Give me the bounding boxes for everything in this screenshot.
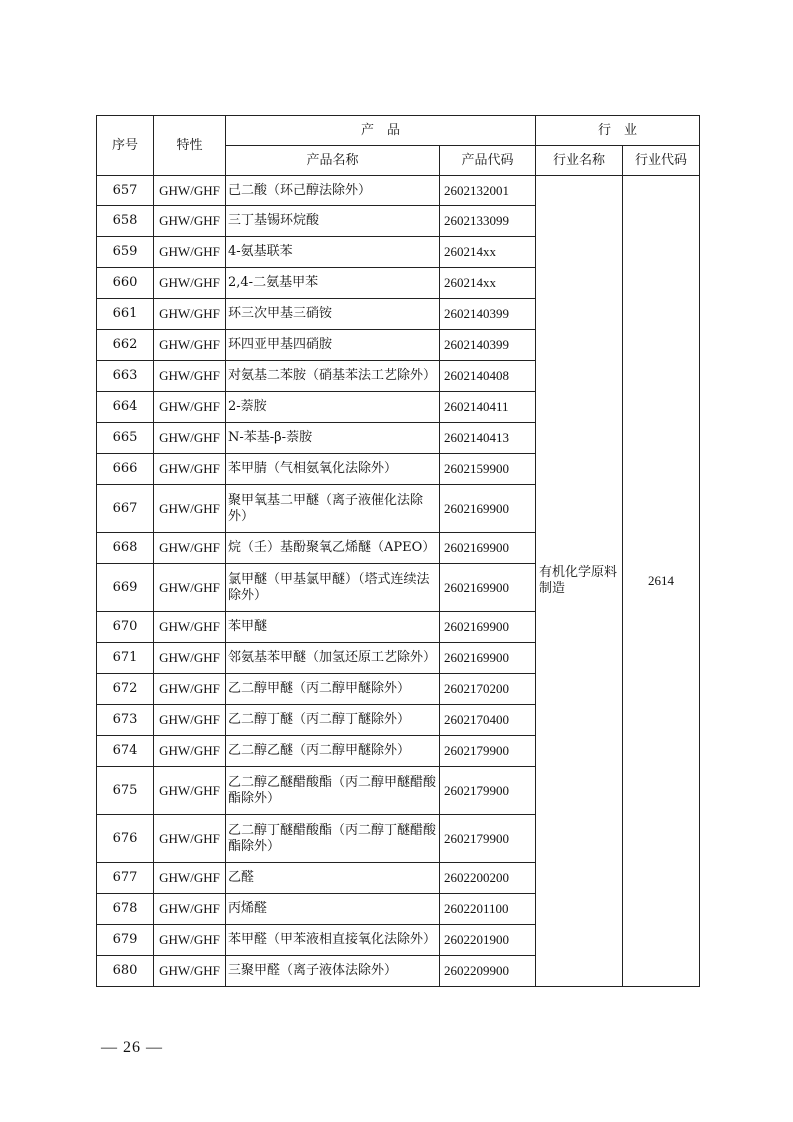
row-seq: 664 <box>97 392 154 423</box>
row-seq: 657 <box>97 176 154 206</box>
row-product-code: 2602140399 <box>440 299 536 330</box>
row-seq: 680 <box>97 956 154 987</box>
row-product-code: 2602179900 <box>440 767 536 815</box>
header-trait: 特性 <box>154 116 226 176</box>
row-seq: 666 <box>97 454 154 485</box>
table-body <box>97 176 700 987</box>
row-trait: GHW/GHF <box>154 392 226 423</box>
row-seq: 676 <box>97 815 154 863</box>
row-product-name: 乙二醇甲醚（丙二醇甲醚除外） <box>226 674 440 705</box>
row-product-code: 2602140408 <box>440 361 536 392</box>
row-seq: 667 <box>97 485 154 533</box>
product-catalog-table <box>96 115 700 987</box>
row-seq: 659 <box>97 237 154 268</box>
row-product-name: 乙二醇乙醚（丙二醇甲醚除外） <box>226 736 440 767</box>
row-product-name: 烷（壬）基酚聚氧乙烯醚（APEO） <box>226 533 440 564</box>
row-seq: 671 <box>97 643 154 674</box>
row-product-name: 环三次甲基三硝铵 <box>226 299 440 330</box>
row-product-code: 2602140413 <box>440 423 536 454</box>
row-trait: GHW/GHF <box>154 925 226 956</box>
row-product-name: 三丁基锡环烷酸 <box>226 206 440 237</box>
row-product-name: 苯甲醚 <box>226 612 440 643</box>
row-product-name: 聚甲氧基二甲醚（离子液催化法除外） <box>226 485 440 533</box>
row-product-name: 氯甲醚（甲基氯甲醚）（塔式连续法除外） <box>226 564 440 612</box>
row-product-code: 2602169900 <box>440 612 536 643</box>
row-product-name: 苯甲醛（甲苯液相直接氧化法除外） <box>226 925 440 956</box>
row-product-code: 2602179900 <box>440 815 536 863</box>
row-product-name: 乙醛 <box>226 863 440 894</box>
industry-code-cell: 2614 <box>623 176 700 987</box>
row-seq: 658 <box>97 206 154 237</box>
row-seq: 672 <box>97 674 154 705</box>
row-seq: 675 <box>97 767 154 815</box>
row-seq: 665 <box>97 423 154 454</box>
row-trait: GHW/GHF <box>154 767 226 815</box>
row-product-code: 2602179900 <box>440 736 536 767</box>
header-product-code: 产品代码 <box>440 146 536 176</box>
row-product-name: 丙烯醛 <box>226 894 440 925</box>
row-trait: GHW/GHF <box>154 736 226 767</box>
header-industry-name: 行业名称 <box>536 146 623 176</box>
row-seq: 678 <box>97 894 154 925</box>
page-number: — 26 — <box>101 1039 163 1056</box>
header-industry: 行 业 <box>536 116 700 146</box>
row-seq: 669 <box>97 564 154 612</box>
row-product-code: 2602132001 <box>440 176 536 206</box>
header-industry-code: 行业代码 <box>623 146 700 176</box>
row-product-code: 2602201100 <box>440 894 536 925</box>
row-trait: GHW/GHF <box>154 330 226 361</box>
header-product-name: 产品名称 <box>226 146 440 176</box>
row-product-code: 2602169900 <box>440 643 536 674</box>
row-product-code: 2602200200 <box>440 863 536 894</box>
row-trait: GHW/GHF <box>154 533 226 564</box>
row-product-name: 乙二醇乙醚醋酸酯（丙二醇甲醚醋酸酯除外） <box>226 767 440 815</box>
row-product-name: 2-萘胺 <box>226 392 440 423</box>
row-product-name: 三聚甲醛（离子液体法除外） <box>226 956 440 987</box>
row-seq: 670 <box>97 612 154 643</box>
row-product-name: 环四亚甲基四硝胺 <box>226 330 440 361</box>
row-trait: GHW/GHF <box>154 361 226 392</box>
row-trait: GHW/GHF <box>154 268 226 299</box>
row-product-name: 对氨基二苯胺（硝基苯法工艺除外） <box>226 361 440 392</box>
row-product-code: 2602209900 <box>440 956 536 987</box>
row-seq: 663 <box>97 361 154 392</box>
row-product-code: 2602170400 <box>440 705 536 736</box>
row-trait: GHW/GHF <box>154 237 226 268</box>
row-product-name: 乙二醇丁醚（丙二醇丁醚除外） <box>226 705 440 736</box>
row-seq: 660 <box>97 268 154 299</box>
row-product-code: 260214xx <box>440 237 536 268</box>
row-trait: GHW/GHF <box>154 894 226 925</box>
row-seq: 674 <box>97 736 154 767</box>
row-product-code: 2602169900 <box>440 564 536 612</box>
row-trait: GHW/GHF <box>154 299 226 330</box>
row-seq: 662 <box>97 330 154 361</box>
row-trait: GHW/GHF <box>154 674 226 705</box>
row-product-name: 乙二醇丁醚醋酸酯（丙二醇丁醚醋酸酯除外） <box>226 815 440 863</box>
row-product-name: 邻氨基苯甲醚（加氢还原工艺除外） <box>226 643 440 674</box>
row-trait: GHW/GHF <box>154 815 226 863</box>
row-trait: GHW/GHF <box>154 454 226 485</box>
header-product: 产 品 <box>226 116 536 146</box>
row-trait: GHW/GHF <box>154 206 226 237</box>
row-product-code: 2602201900 <box>440 925 536 956</box>
row-product-name: 2,4-二氨基甲苯 <box>226 268 440 299</box>
industry-name-cell: 有机化学原料制造 <box>536 176 623 987</box>
row-trait: GHW/GHF <box>154 176 226 206</box>
row-product-code: 2602133099 <box>440 206 536 237</box>
row-product-name: 4-氨基联苯 <box>226 237 440 268</box>
header-seq: 序号 <box>97 116 154 176</box>
row-seq: 677 <box>97 863 154 894</box>
row-trait: GHW/GHF <box>154 643 226 674</box>
row-trait: GHW/GHF <box>154 863 226 894</box>
row-product-code: 2602169900 <box>440 485 536 533</box>
row-product-code: 260214xx <box>440 268 536 299</box>
row-product-name: 己二酸（环己醇法除外） <box>226 176 440 206</box>
row-trait: GHW/GHF <box>154 705 226 736</box>
row-seq: 661 <box>97 299 154 330</box>
row-trait: GHW/GHF <box>154 612 226 643</box>
row-product-name: 苯甲腈（气相氨氧化法除外） <box>226 454 440 485</box>
row-trait: GHW/GHF <box>154 564 226 612</box>
row-seq: 673 <box>97 705 154 736</box>
row-seq: 679 <box>97 925 154 956</box>
row-product-name: N-苯基-β-萘胺 <box>226 423 440 454</box>
row-trait: GHW/GHF <box>154 956 226 987</box>
row-product-code: 2602159900 <box>440 454 536 485</box>
row-product-code: 2602169900 <box>440 533 536 564</box>
row-product-code: 2602140411 <box>440 392 536 423</box>
row-product-code: 2602140399 <box>440 330 536 361</box>
row-seq: 668 <box>97 533 154 564</box>
table-row <box>97 176 700 206</box>
row-trait: GHW/GHF <box>154 423 226 454</box>
row-product-code: 2602170200 <box>440 674 536 705</box>
row-trait: GHW/GHF <box>154 485 226 533</box>
